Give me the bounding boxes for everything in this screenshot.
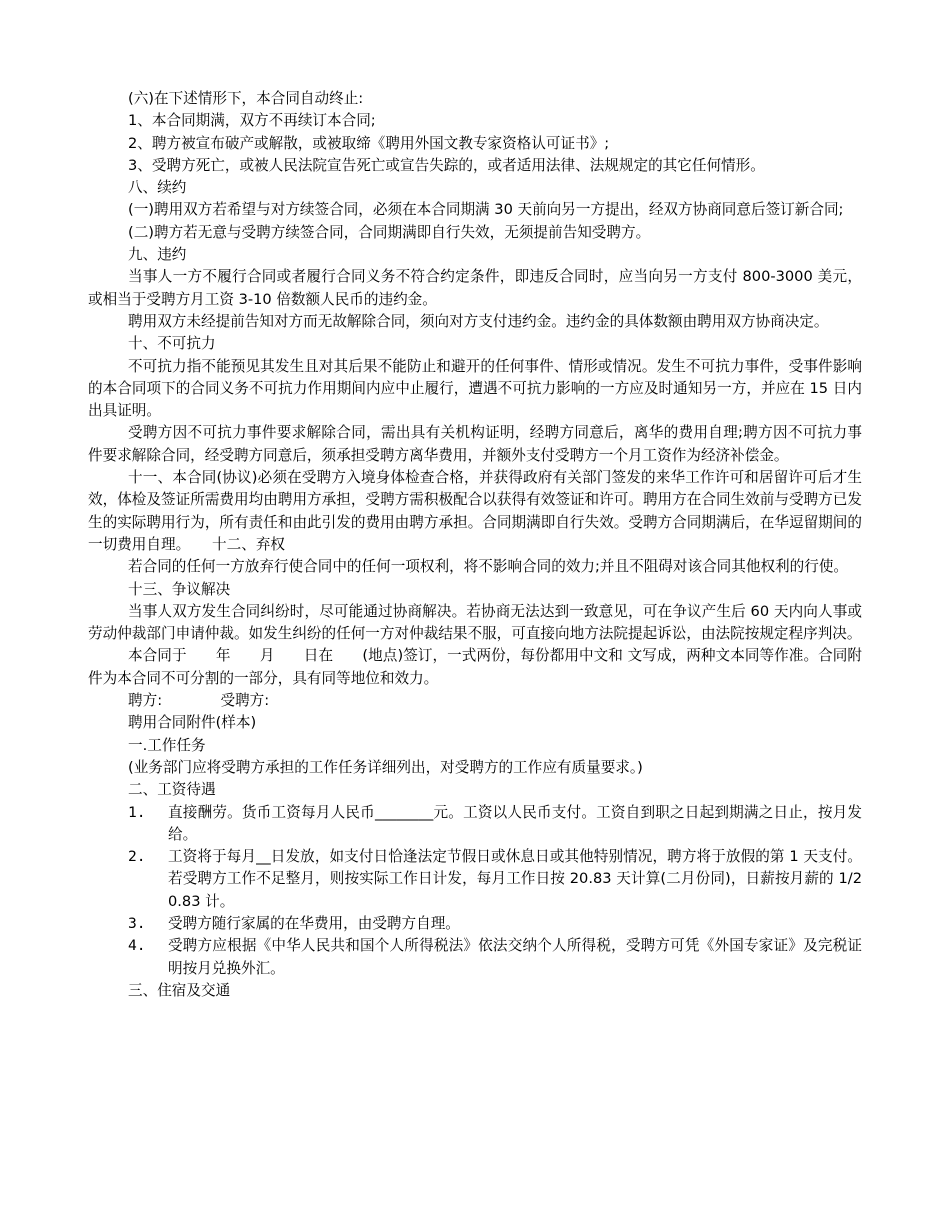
termination-item-2: 2、聘方被宣布破产或解散，或被取缔《聘用外国文教专家资格认可证书》;	[128, 134, 610, 152]
renewal-clause-1: (一)聘用双方若希望与对方续签合同，必须在本合同期满 30 天前向另一方提出，经双方协商同意后签订新合同;	[128, 201, 844, 219]
salary-item-text: 受聘方随行家属的在华费用，由受聘方自理。	[168, 914, 460, 932]
renewal-clause-2: (二)聘方若无意与受聘方续签合同，合同期满即自行失效，无须提前告知受聘方。	[128, 223, 651, 241]
appendix-section-3-heading: 三、住宿及交通	[128, 981, 231, 999]
appendix-section-1-heading: 一.工作任务	[128, 736, 206, 754]
salary-item-number: 2.	[128, 848, 146, 866]
salary-item	[88, 846, 862, 913]
document-page	[88, 88, 862, 1002]
breach-paragraph-1: 当事人一方不履行合同或者履行合同义务不符合约定条件，即违反合同时，应当向另一方支付 800-3000 美元，或相当于受聘方月工资 3-10 倍数额人民币的违约金。	[88, 268, 862, 308]
section-11-paragraph: 十一、本合同(协议)必须在受聘方入境身体检查合格，并获得政府有关部门签发的来华工作许可和居留许可后才生效，体检及签证所需费用均由聘用方承担，受聘方需积极配合以获得有效签证和许可。聘用方在合同生效前与受聘方已发生的实际聘用行为，所有责任和由此引发的费用由聘方承担。合同期满即自行失效。受聘方合同期满后，在华逗留期间的一切费用自理。 十二、弃权	[88, 469, 862, 553]
salary-item	[88, 913, 862, 935]
salary-item-text: 受聘方应根据《中华人民共和国个人所得税法》依法交纳个人所得税，受聘方可凭《外国专家证》及完税证明按月兑换外汇。	[168, 937, 862, 977]
salary-item-text: 工资将于每月__日发放，如支付日恰逢法定节假日或休息日或其他特别情况，聘方将于放假的第 1 天支付。若受聘方工作不足整月，则按实际工作日计发，每月工作日按 20.83 天计算(二月份同)，日薪按月薪的 1/20.83 计。	[168, 848, 862, 910]
appendix-title: 聘用合同附件(样本)	[128, 714, 257, 732]
salary-item-text: 直接酬劳。货币工资每月人民币________元。工资以人民币支付。工资自到职之日起到期满之日止，按月发给。	[168, 803, 862, 843]
appendix-section-2-heading: 二、工资待遇	[128, 781, 216, 799]
section-9-heading: 九、违约	[128, 246, 187, 264]
clause-6-heading: (六)在下述情形下，本合同自动终止:	[128, 90, 364, 107]
termination-item-1: 1、本合同期满，双方不再续订本合同;	[128, 112, 376, 130]
appendix-section-1-note: (业务部门应将受聘方承担的工作任务详细列出，对受聘方的工作应有质量要求。)	[128, 758, 643, 776]
section-8-heading: 八、续约	[128, 179, 187, 197]
salary-item-number: 1.	[128, 803, 146, 821]
salary-item	[88, 935, 862, 980]
section-10-heading: 十、不可抗力	[128, 335, 216, 353]
signature-line: 聘方: 受聘方:	[128, 692, 270, 710]
force-majeure-paragraph-1: 不可抗力指不能预见其发生且对其后果不能防止和避开的任何事件、情形或情况。发生不可抗力事件，受事件影响的本合同项下的合同义务不可抗力作用期间内应中止履行，遭遇不可抗力影响的一方应及时通知另一方，并应在 15 日内出具证明。	[88, 357, 862, 420]
signing-paragraph: 本合同于 年 月 日在 (地点)签订，一式两份，每份都用中文和 文写成，两种文本同等作准。合同附件为本合同不可分割的一部分，具有同等地位和效力。	[88, 647, 862, 687]
salary-item-number: 3.	[128, 914, 146, 932]
waiver-paragraph: 若合同的任何一方放弃行使合同中的任何一项权利，将不影响合同的效力;并且不阻碍对该合同其他权利的行使。	[128, 558, 849, 576]
salary-item	[88, 802, 862, 847]
termination-item-3: 3、受聘方死亡，或被人民法院宣告死亡或宣告失踪的，或者适用法律、法规规定的其它任何情形。	[128, 156, 765, 174]
section-13-heading: 十三、争议解决	[128, 580, 231, 598]
dispute-paragraph: 当事人双方发生合同纠纷时，尽可能通过协商解决。若协商无法达到一致意见，可在争议产生后 60 天内向人事或劳动仲裁部门申请仲裁。如发生纠纷的任何一方对仲裁结果不服，可直接向地方法院提起诉讼，由法院按规定程序判决。	[88, 602, 862, 643]
force-majeure-paragraph-2: 受聘方因不可抗力事件要求解除合同，需出具有关机构证明，经聘方同意后，离华的费用自理;聘方因不可抗力事件要求解除合同，经受聘方同意后，须承担受聘方离华费用，并额外支付受聘方一个月工资作为经济补偿金。	[88, 424, 862, 464]
breach-paragraph-2: 聘用双方未经提前告知对方而无故解除合同，须向对方支付违约金。违约金的具体数额由聘用双方协商决定。	[128, 312, 829, 330]
salary-item-number: 4.	[128, 937, 146, 955]
